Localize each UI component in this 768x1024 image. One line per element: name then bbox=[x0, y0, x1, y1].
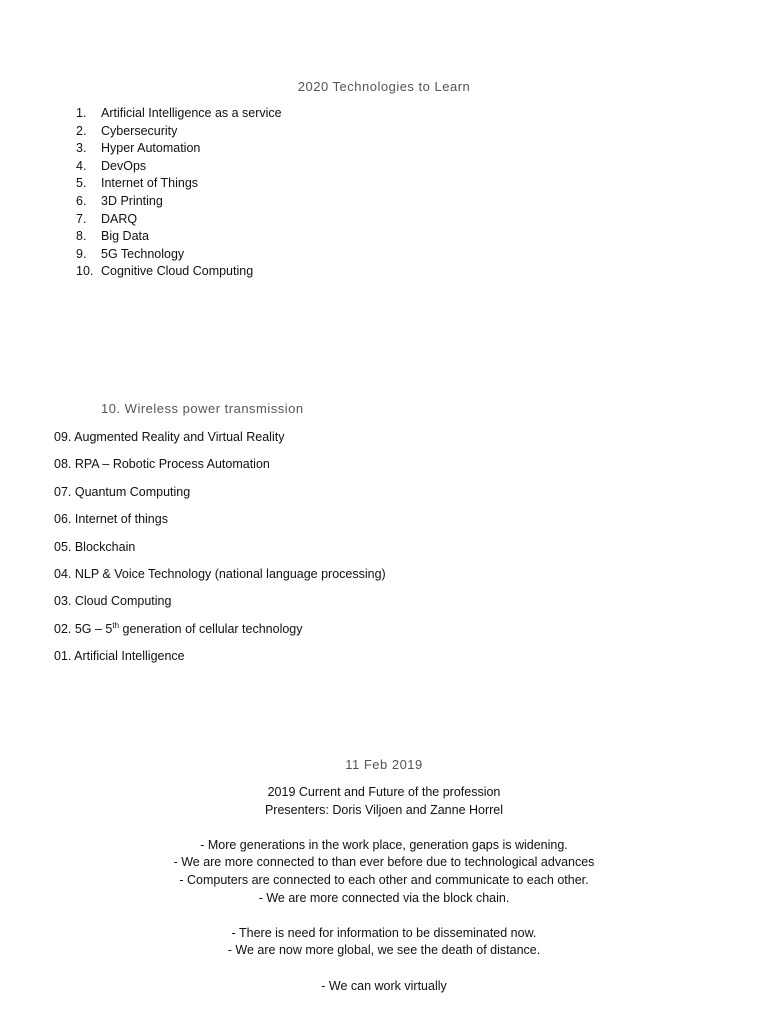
countdown-item: 07. Quantum Computing bbox=[54, 484, 191, 499]
list-item-number: 1. bbox=[76, 106, 87, 120]
countdown-list bbox=[54, 428, 386, 675]
notes-line: - More generations in the work place, generation gaps is widening. bbox=[200, 837, 568, 852]
list-item-label: 3D Printing bbox=[101, 193, 163, 208]
list-item bbox=[76, 105, 282, 123]
list-item bbox=[76, 211, 282, 229]
countdown-item: 08. RPA – Robotic Process Automation bbox=[54, 457, 270, 472]
spacer bbox=[0, 960, 768, 978]
list-item-number: 5. bbox=[76, 176, 87, 191]
spacer bbox=[0, 819, 768, 837]
meeting-notes bbox=[0, 784, 768, 995]
list-item-label: Hyper Automation bbox=[101, 141, 201, 156]
countdown-5g-suffix: generation of cellular technology bbox=[119, 621, 303, 636]
list-item bbox=[76, 246, 282, 264]
countdown-5g-superscript: th bbox=[112, 620, 120, 630]
list-item bbox=[76, 228, 282, 246]
list-item-number: 10. bbox=[76, 264, 94, 279]
list-item-number: 4. bbox=[76, 158, 87, 173]
spacer bbox=[0, 907, 768, 925]
list-2020-title: 2020 Technologies to Learn bbox=[297, 79, 471, 94]
list-item-label: DevOps bbox=[101, 158, 147, 173]
countdown-item: 05. Blockchain bbox=[54, 539, 136, 554]
notes-line: - Computers are connected to each other and communicate to each other. bbox=[179, 872, 589, 887]
list-item-label: 5G Technology bbox=[101, 246, 185, 261]
notes-line: - We are more connected via the block chain. bbox=[258, 890, 510, 905]
list-item bbox=[76, 263, 282, 281]
countdown-item-5g bbox=[54, 620, 386, 647]
list-item bbox=[76, 158, 282, 176]
notes-date: 11 Feb 2019 bbox=[345, 757, 423, 772]
countdown-heading: 10. Wireless power transmission bbox=[101, 401, 304, 416]
list-item-number: 2. bbox=[76, 123, 87, 138]
list-item-label: DARQ bbox=[101, 211, 138, 226]
list-item bbox=[76, 193, 282, 211]
list-item-number: 8. bbox=[76, 229, 87, 244]
notes-presenters: Presenters: Doris Viljoen and Zanne Horrel bbox=[264, 802, 504, 817]
notes-title: 2019 Current and Future of the profession bbox=[267, 785, 501, 799]
list-item-label: Cybersecurity bbox=[101, 123, 178, 138]
countdown-5g-prefix: 02. 5G – 5 bbox=[54, 621, 113, 636]
list-item-label: Internet of Things bbox=[101, 176, 199, 191]
list-item-label: Artificial Intelligence as a service bbox=[101, 106, 282, 120]
countdown-item: 04. NLP & Voice Technology (national language processing) bbox=[54, 566, 386, 581]
list-item-number: 6. bbox=[76, 193, 87, 208]
countdown-item: 06. Internet of things bbox=[54, 512, 168, 527]
countdown-item: 03. Cloud Computing bbox=[54, 594, 172, 609]
list-item-label: Cognitive Cloud Computing bbox=[101, 264, 254, 279]
notes-line: - We are now more global, we see the death of distance. bbox=[227, 943, 541, 958]
technologies-2020-list bbox=[76, 105, 282, 281]
list-item-number: 7. bbox=[76, 211, 87, 226]
countdown-item: 01. Artificial Intelligence bbox=[54, 649, 185, 664]
list-item-number: 9. bbox=[76, 246, 87, 261]
list-item-label: Big Data bbox=[101, 229, 149, 244]
notes-line: - We are more connected to than ever before due to technological advances bbox=[173, 855, 595, 870]
list-item-number: 3. bbox=[76, 141, 87, 156]
notes-line: - We can work virtually bbox=[321, 978, 447, 993]
notes-line: - There is need for information to be disseminated now. bbox=[231, 925, 537, 940]
list-item bbox=[76, 175, 282, 193]
list-item bbox=[76, 123, 282, 141]
countdown-item: 09. Augmented Reality and Virtual Reality bbox=[54, 430, 285, 444]
list-item bbox=[76, 140, 282, 158]
